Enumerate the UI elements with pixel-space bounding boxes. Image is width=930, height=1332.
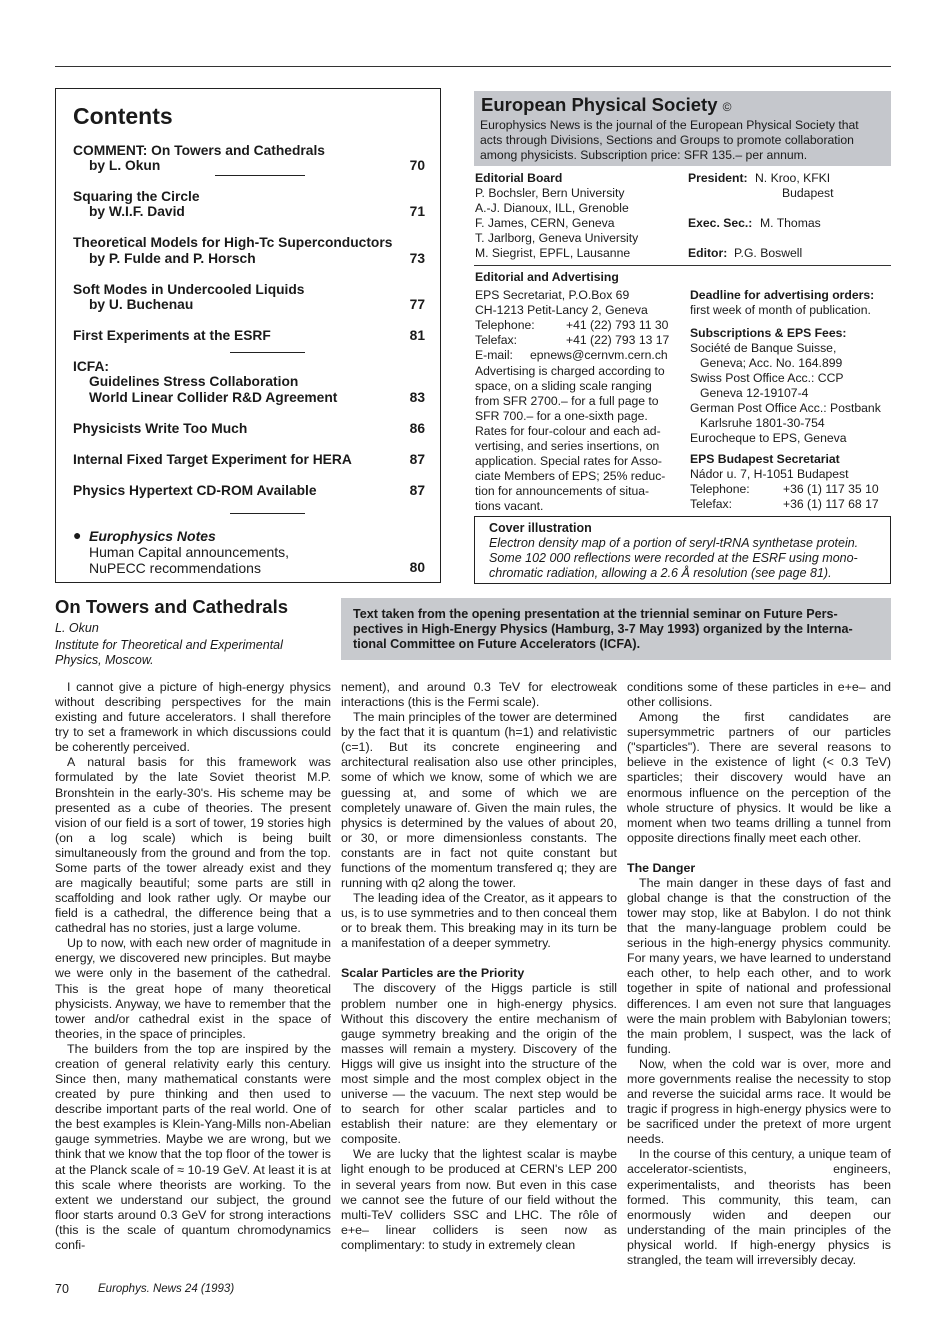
editor-value: P.G. Boswell: [734, 246, 803, 260]
paragraph: We are lucky that the lightest scalar is maybe light enough to be produced at CERN's LEP 200 in several years from now. But even in this case we cannot see the future of our field without the multi-TeV colliders SSC and LHC. The rôle of e+e– linear colliders is seen now as complimentary: to study in extremely clean: [341, 1147, 617, 1252]
eps-intro-line: Europhysics News is the journal of the European Physical Society that: [480, 118, 859, 132]
toc-page-number: 77: [409, 297, 425, 312]
telefax-label: Telefax:: [475, 333, 518, 347]
email-link[interactable]: epnews@cernvm.cern.ch: [530, 348, 668, 362]
deadline-title: Deadline for advertising orders:: [690, 288, 875, 302]
toc-page-number: 80: [409, 560, 425, 575]
board-member: T. Jarlborg, Geneva University: [475, 231, 639, 245]
paragraph: The builders from the top are inspired by the creation of general relativity early this century. Since then, many mathematical constants were created by pure thinking and then used to describe important parts of the real world. One of the best examples is Klein-Yang-Mills non-Abelian gauge symmetries. Maybe we are wrong, but we think that we know that the top floor of the tower is at the Planck scale of ≈ 10-19 GeV. At least it is at this scale where theorists are working. To the extent we understand our subject, the ground floor starts around 0.3 GeV for strong interactions (this is the scale of quantum chromodynamics confi-: [55, 1041, 331, 1252]
toc-item-subtitle[interactable]: World Linear Collider R&D Agreement: [89, 390, 338, 405]
intro-line: pectives in High-Energy Physics (Hamburg, 3-7 May 1993) organized by the Interna-: [353, 622, 853, 636]
adv-text-line: Rates for four-colour and each ad-: [475, 424, 661, 438]
toc-page-number: 70: [409, 158, 425, 173]
adv-text-line: Advertising is charged according to: [475, 364, 665, 378]
paragraph: The leading idea of the Creator, as it appears to us, is to use symmetries and to then conceal them or to break them. This breaking may in its turn be a manifestation of a deeper symmetry.: [341, 891, 617, 951]
fees-line: Karlsruhe 1801-30-754: [700, 416, 825, 430]
paragraph: Among the first candidates are supersymmetric partners of our particles ("sparticles"). There are several reasons to believe in the existence of light (< 0.3 TeV) sparticles; their discovery would have an enormous influence on the perception of the whole structure of physics. It would be like a moment when two teams drilling a tunnel from opposite directions finally meet each other.: [627, 710, 891, 845]
editorial-board-title: Editorial Board: [475, 171, 563, 185]
fees-line: Société de Banque Suisse,: [690, 341, 837, 355]
toc-item-author[interactable]: by U. Buchenau: [89, 297, 194, 312]
toc-page-number: 87: [409, 452, 425, 467]
intro-line: tional Committee on Future Accelerators (ICFA).: [353, 637, 641, 651]
article-author: L. Okun: [55, 621, 99, 635]
toc-item-author[interactable]: by L. Okun: [89, 158, 161, 173]
toc-item-title[interactable]: First Experiments at the ESRF: [73, 328, 271, 343]
toc-item-author[interactable]: by P. Fulde and P. Horsch: [89, 251, 256, 266]
toc-item-title[interactable]: Internal Fixed Target Experiment for HERA: [73, 452, 352, 467]
budapest-tel-label: Telephone:: [690, 482, 750, 496]
fees-line: German Post Office Acc.: Postbank: [690, 401, 881, 415]
board-member: A.-J. Dianoux, ILL, Grenoble: [475, 201, 629, 215]
paragraph: In the course of this century, a unique team of accelerator-scientists, engineers, experimentalists, and theorists has been formed. This community, this team, can enormously widen and deepen our understanding of the main principles of the physical world. If high-energy physics is strangled, the team will irreversibly decay.: [627, 1147, 891, 1267]
paragraph: conditions some of these particles in e+e– and other collisions.: [627, 680, 891, 710]
paragraph: The main danger in these days of fast and global change is that the construction of the tower may stop, like at Babylon. I do not think that the many-language problem could be serious in the high-energy physics community. For many years, we have learned to understand each other, to help each other, and to work together in spite of national and professional differences. I am even not sure that languages were the main problem with Babylonian towers; the main problem, I suspect, was the lack of funding.: [627, 875, 891, 1056]
budapest-title: EPS Budapest Secretariat: [690, 452, 840, 466]
paragraph: Now, when the cold war is over, more and more governments realise the necessity to stop and reverse the suicidal arms race. It would be tragic if progress in high-energy physics were to be sacrificed under the pretext of more urgent needs.: [627, 1056, 891, 1147]
telephone-label: Telephone:: [475, 318, 535, 332]
adv-address: EPS Secretariat, P.O.Box 69: [475, 288, 630, 302]
article-column-1: [55, 680, 331, 1253]
fees-title: Subscriptions & EPS Fees:: [690, 326, 847, 340]
adv-text-line: space, on a sliding scale ranging: [475, 379, 652, 393]
paragraph: nement), and around 0.3 TeV for electroweak interactions (this is the Fermi scale).: [341, 680, 617, 710]
adv-text-line: ciate Members of EPS; 25% reduc-: [475, 469, 666, 483]
eps-intro-line: acts through Divisions, Sections and Groups to promote collaboration: [480, 133, 854, 147]
exec-sec-value: M. Thomas: [760, 216, 821, 230]
budapest-tel-value: +36 (1) 117 35 10: [783, 482, 879, 496]
toc-page-number: 83: [409, 390, 425, 405]
cover-caption-line: chromatic radiation, allowing a 2.6 Å resolution (see page 81).: [489, 566, 832, 580]
toc-item-title[interactable]: Physicists Write Too Much: [73, 421, 248, 436]
email-label: E-mail:: [475, 348, 513, 362]
paragraph: I cannot give a picture of high-energy physics without describing perspectives for the main existing and future accelerators. I shall therefore try to set a framework in which discussions could be coherently perceived.: [55, 680, 331, 755]
cover-title: Cover illustration: [489, 521, 592, 535]
bullet-icon: ●: [73, 527, 82, 543]
toc-page-number: 81: [409, 328, 425, 343]
board-member: P. Bochsler, Bern University: [475, 186, 625, 200]
toc-item-title[interactable]: COMMENT: On Towers and Cathedrals: [73, 143, 325, 158]
adv-title: Editorial and Advertising: [475, 270, 619, 284]
paragraph: A natural basis for this framework was formulated by the late Soviet theorist M.P. Bronshtein in the early-30's. His scheme may be presented as a cube of theories. The present vision of our field is a sort of tower, 19 stories high (on a log scale) which is being built simultaneously from the ground and from the top. Some parts of the tower already exist and they are magically beautiful; some parts are still in scaffolding and look rather ugly. Or maybe our field is a cathedral, the difference being that a cathedral has no stories, just a large volume.: [55, 755, 331, 936]
notes-line: NuPECC recommendations: [89, 560, 261, 576]
toc-page-number: 73: [409, 251, 425, 266]
notes-line: Human Capital announcements,: [89, 544, 290, 560]
president-value: Budapest: [782, 186, 834, 200]
eps-title: European Physical Society ©: [481, 94, 732, 115]
toc-leader: [215, 175, 305, 176]
deadline-value: first week of month of publication.: [690, 303, 871, 317]
eps-divider: [474, 265, 891, 266]
section-heading: Scalar Particles are the Priority: [341, 966, 525, 981]
toc-item-title[interactable]: Physics Hypertext CD-ROM Available: [73, 483, 317, 498]
president-label: President:: [688, 171, 748, 185]
editor-label: Editor:: [688, 246, 728, 260]
adv-address: CH-1213 Petit-Lancy 2, Geneva: [475, 303, 648, 317]
fees-line: Geneva; Acc. No. 164.899: [700, 356, 843, 370]
toc-page-number: 86: [409, 421, 425, 436]
board-member: M. Siegrist, EPFL, Lausanne: [475, 246, 631, 260]
budapest-fax-value: +36 (1) 117 68 17: [783, 497, 879, 511]
adv-text-line: SFR 700.– for a one-sixth page.: [475, 409, 648, 423]
toc-page-number: 87: [409, 483, 425, 498]
toc-item-author[interactable]: by W.I.F. David: [89, 204, 185, 219]
notes-title[interactable]: Europhysics Notes: [89, 528, 216, 544]
adv-text-line: application. Special rates for Asso-: [475, 454, 662, 468]
fees-line: Swiss Post Office Acc.: CCP: [690, 371, 844, 385]
adv-text-line: vertising, and series insertions, on: [475, 439, 660, 453]
article-title: On Towers and Cathedrals: [55, 596, 289, 617]
paragraph: The discovery of the Higgs particle is still problem number one in high-energy physics. Without this discovery the entire mechanism of gauge symmetry breaking and the origin of the masses will remain a mystery. Discovery of the Higgs will give us insight into the structure of the most simple and the most complex object in the universe — the vacuum. The next step would be to search for other scalar particles and to establish their nature: are they elementary or composite.: [341, 981, 617, 1147]
article-affiliation: Institute for Theoretical and Experimental: [55, 638, 283, 652]
journal-citation: Europhys. News 24 (1993): [98, 1283, 235, 1295]
article-column-3: [627, 680, 891, 1268]
telephone-value: +41 (22) 793 11 30: [566, 318, 669, 332]
toc-item-title[interactable]: Theoretical Models for High-Tc Superconductors: [73, 235, 393, 250]
intro-line: Text taken from the opening presentation at the triennial seminar on Future Pers-: [353, 607, 838, 621]
toc-divider: [230, 352, 305, 353]
cover-caption-line: Some 102 000 reflections were recorded at the ESRF using mono-: [489, 551, 858, 565]
toc-page-number: 71: [409, 204, 425, 219]
article-affiliation: Physics, Moscow.: [55, 653, 154, 667]
page-number: 70: [55, 1282, 69, 1296]
toc-item-subtitle[interactable]: Guidelines Stress Collaboration: [89, 374, 299, 389]
eps-intro-line: among physicists. Subscription price: SFR 135.– per annum.: [480, 148, 808, 162]
paragraph: The main principles of the tower are determined by the fact that it is quantum (h=1) and relativistic (c=1). But its concrete engineering and architectural realisation also use other principles, some of which we know, some of which we are guessing at, and some of which we are completely unaware of. Given the main rules, the physics is determined by the values of about 20, or 30, or more dimensionless constants. The constants are in fact not quite constant but functions of the momentum transfered q; they are running with q2 along the tower.: [341, 710, 617, 891]
board-member: F. James, CERN, Geneva: [475, 216, 615, 230]
contents-title: Contents: [73, 103, 173, 129]
adv-text-line: from SFR 2700.– for a full page to: [475, 394, 659, 408]
paragraph: Up to now, with each new order of magnitude in energy, we discovered new principles. But maybe we were only in the basement of the cathedral. This is the great hope of many theoretical physicists. Anyway, we have to remember that the tower and/or cathedral exist in the space of theories, in the space of principles.: [55, 936, 331, 1041]
fees-line: Eurocheque to EPS, Geneva: [690, 431, 847, 445]
fees-line: Geneva 12-19107-4: [700, 386, 809, 400]
section-heading: The Danger: [627, 860, 696, 875]
article-column-2: [341, 680, 617, 1253]
telefax-value: +41 (22) 793 13 17: [566, 333, 670, 347]
budapest-fax-label: Telefax:: [690, 497, 733, 511]
cover-caption-line: Electron density map of a portion of seryl-tRNA synthetase protein.: [489, 536, 859, 550]
adv-text-line: tion for announcements of situa-: [475, 484, 650, 498]
adv-text-line: tions vacant.: [475, 499, 544, 513]
exec-sec-label: Exec. Sec.:: [688, 216, 753, 230]
copyright-icon: ©: [722, 100, 732, 114]
toc-item-title[interactable]: Squaring the Circle: [73, 189, 200, 204]
toc-item-title[interactable]: Soft Modes in Undercooled Liquids: [73, 282, 305, 297]
toc-divider: [230, 513, 305, 514]
budapest-address: Nádor u. 7, H-1051 Budapest: [690, 467, 849, 481]
president-value: N. Kroo, KFKI: [755, 171, 831, 185]
top-rule: [55, 66, 891, 67]
toc-item-title[interactable]: ICFA:: [73, 359, 110, 374]
